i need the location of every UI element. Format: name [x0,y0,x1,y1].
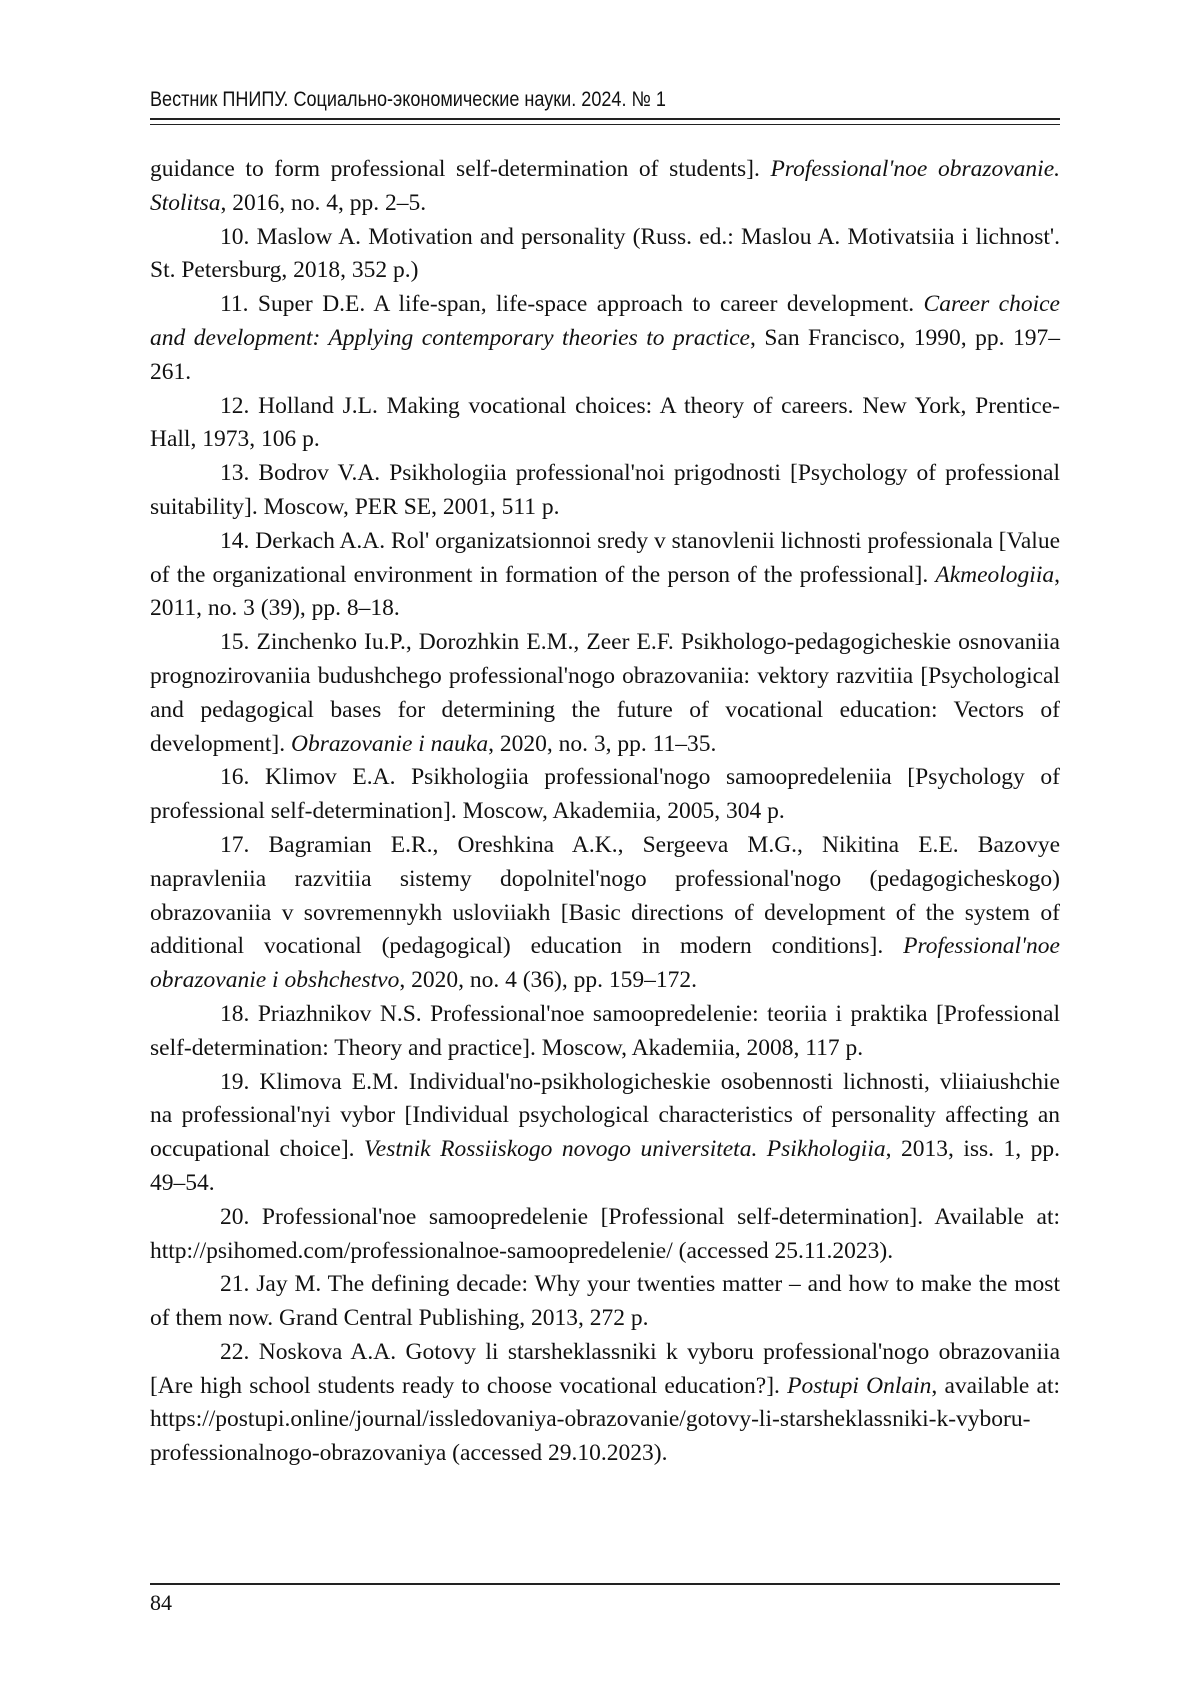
reference-ref-09-cont [150,153,1060,221]
reference-source-title: Akmeologiia [935,561,1055,588]
reference-text: 10. Maslow A. Motivation and personality (Russ. ed.: Maslou A. Motivatsiia i lichnost'. St. Petersburg, 2018, 352 p.) [150,223,1060,284]
reference-text: 20. Professional'noe samoopredelenie [Professional self-determination]. Available at: http://psihomed.com/professionalnoe-samoopredelenie/ (accessed 25.11.2023). [150,1203,1060,1264]
reference-source-title: Professional'noe obrazovanie i obshchestvo [150,933,1060,994]
reference-text: 22. Noskova A.A. Gotovy li starsheklassniki k vyboru professional'nogo obrazovaniia [Are high school students ready to choose vocational education?]. [150,1338,1060,1399]
reference-text: 11. Super D.E. A life-span, life-space approach to career development. [220,291,924,318]
reference-source-title: Postupi Onlain [787,1372,932,1399]
reference-ref-19 [150,1066,1060,1201]
reference-text: 13. Bodrov V.A. Psikhologiia professional'noi prigodnosti [Psychology of professional suitability]. Moscow, PER SE, 2001, 511 p. [150,460,1060,520]
reference-text: 15. Zinchenko Iu.P., Dorozhkin E.M., Zeer E.F. Psikhologo-pedagogicheskie osnovaniia prognozirovaniia budushchego professional'nogo obrazovaniia: vektory razvitiia [Psychological and pedagogical bases for determining the future of vocational education: Vectors of development]. [150,629,1060,757]
reference-text: , 2016, no. 4, pp. 2–5. [220,189,427,216]
reference-ref-20 [150,1201,1060,1269]
footer-rule [150,1583,1060,1585]
reference-text: 12. Holland J.L. Making vocational choices: A theory of careers. New York, Prentice-Hall, 1973, 106 p. [150,392,1060,453]
reference-text: 21. Jay M. The defining decade: Why your twenties matter – and how to make the most of them now. Grand Central Publishing, 2013, 272 p. [150,1271,1060,1332]
reference-text: , 2013, iss. 1, pp. 49–54. [150,1136,1060,1196]
header-rule [150,118,1060,125]
reference-ref-11 [150,288,1060,389]
reference-ref-18 [150,998,1060,1066]
reference-ref-14 [150,525,1060,626]
reference-ref-12 [150,390,1060,458]
reference-text: , 2020, no. 3, pp. 11–35. [488,730,717,757]
reference-source-title: Vestnik Rossiiskogo novogo universiteta. Psikhologiia [364,1136,886,1163]
reference-ref-13 [150,457,1060,525]
reference-text: , San Francisco, 1990, pp. 197–261. [150,324,1060,385]
journal-page [150,0,1060,1700]
reference-text: guidance to form professional self-determination of students]. [150,156,771,182]
reference-text: 14. Derkach A.A. Rol' organizatsionnoi sredy v stanovlenii lichnosti professionala [Value of the organizational environment in formation of the person of the professional]. [150,527,1060,588]
reference-ref-15 [150,626,1060,761]
reference-ref-17 [150,829,1060,998]
reference-text: 16. Klimov E.A. Psikhologiia professional'nogo samoopredeleniia [Psychology of professional self-determination]. Moscow, Akademiia, 2005, 304 p. [150,764,1060,825]
reference-text: 19. Klimova E.M. Individual'no-psikhologicheskie osobennosti lichnosti, vliiaiushchie na professional'nyi vybor [Individual psychological characteristics of personality affecting an occupational choice]. [150,1068,1060,1163]
reference-text: , 2011, no. 3 (39), pp. 8–18. [150,561,1060,622]
reference-text: , available at: https://postupi.online/journal/issledovaniya-obrazovanie/gotovy-li-starsheklassniki-k-vyboru-professionalnogo-obrazovaniya (accessed 29.10.2023). [150,1372,1060,1467]
reference-text: 17. Bagramian E.R., Oreshkina A.K., Sergeeva M.G., Nikitina E.E. Bazovye napravleniia razvitiia sistemy dopolnitel'nogo professional'nogo (pedagogicheskogo) obrazovaniia v sovremennykh usloviiakh [Basic directions of development of the system of additional vocational (pedagogical) education in modern conditions]. [150,831,1060,960]
reference-source-title: Professional'noe obrazovanie. Stolitsa [150,156,1061,216]
reference-source-title: Career choice and development: Applying contemporary theories to practice [150,291,1060,351]
reference-ref-22 [150,1336,1060,1471]
page-number: 84 [150,1590,172,1615]
reference-source-title: Obrazovanie i nauka [290,730,489,757]
reference-list [150,153,1060,1471]
running-header: Вестник ПНИПУ. Социально-экономические науки. 2024. № 1 [150,88,666,111]
reference-text: 18. Priazhnikov N.S. Professional'noe samoopredelenie: teoriia i praktika [Professional self-determination: Theory and practice]. Moscow, Akademiia, 2008, 117 p. [150,1000,1060,1061]
reference-ref-21 [150,1268,1060,1336]
reference-ref-16 [150,761,1060,829]
reference-text: , 2020, no. 4 (36), pp. 159–172. [399,967,697,994]
reference-ref-10 [150,221,1060,289]
